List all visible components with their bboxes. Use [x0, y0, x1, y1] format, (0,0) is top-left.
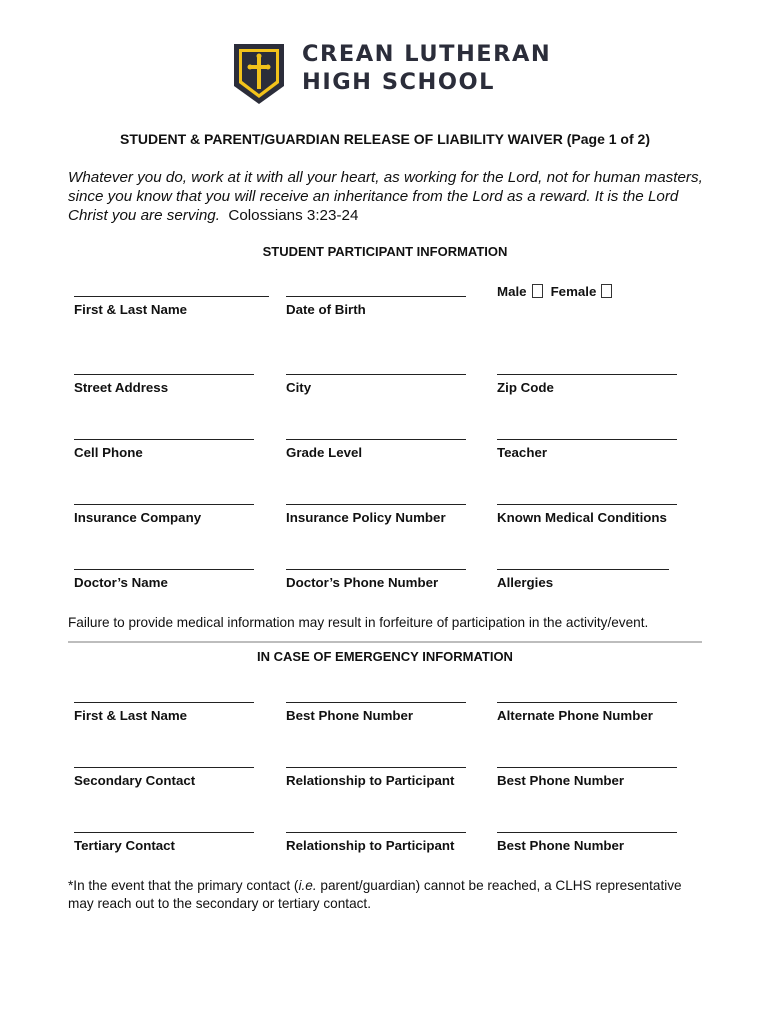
medical-notice: Failure to provide medical information may result in forfeiture of participation in the activity/event. — [68, 615, 649, 630]
male-checkbox[interactable] — [532, 284, 543, 298]
cell-field[interactable] — [74, 439, 254, 440]
doctor-phone-label: Doctor’s Phone Number — [286, 575, 439, 590]
secondary-relationship-field[interactable] — [286, 767, 466, 768]
allergies-field[interactable] — [497, 569, 669, 570]
teacher-field[interactable] — [497, 439, 677, 440]
emergency-footnote — [68, 877, 708, 913]
document-title: STUDENT & PARENT/GUARDIAN RELEASE OF LIABILITY WAIVER (Page 1 of 2) — [120, 131, 650, 147]
emergency-alt-phone-field[interactable] — [497, 702, 677, 703]
gender-choice — [497, 284, 620, 299]
scripture-verse — [68, 168, 708, 225]
shield-cross-icon — [232, 42, 286, 106]
tertiary-phone-field[interactable] — [497, 832, 677, 833]
male-label: Male — [497, 284, 527, 299]
tertiary-contact-label: Tertiary Contact — [74, 838, 175, 853]
school-name-line1: CREAN LUTHERAN — [302, 41, 552, 67]
medical-conditions-label: Known Medical Conditions — [497, 510, 667, 525]
dob-label: Date of Birth — [286, 302, 366, 317]
doctor-name-field[interactable] — [74, 569, 254, 570]
student-name-field[interactable] — [74, 296, 269, 297]
student-name-label: First & Last Name — [74, 302, 188, 317]
verse-citation: Colossians 3:23-24 — [228, 207, 359, 224]
grade-field[interactable] — [286, 439, 466, 440]
emergency-section-heading: IN CASE OF EMERGENCY INFORMATION — [257, 649, 513, 664]
teacher-label: Teacher — [497, 445, 548, 460]
school-name — [302, 40, 551, 96]
insurance-company-field[interactable] — [74, 504, 254, 505]
street-field[interactable] — [74, 374, 254, 375]
insurance-policy-field[interactable] — [286, 504, 466, 505]
emergency-best-phone-label: Best Phone Number — [286, 708, 414, 723]
city-label: City — [286, 380, 312, 395]
student-section-heading: STUDENT PARTICIPANT INFORMATION — [262, 244, 508, 259]
doctor-phone-field[interactable] — [286, 569, 466, 570]
secondary-contact-field[interactable] — [74, 767, 254, 768]
cell-label: Cell Phone — [74, 445, 143, 460]
female-label: Female — [550, 284, 597, 299]
emergency-name-field[interactable] — [74, 702, 254, 703]
secondary-phone-label: Best Phone Number — [497, 773, 625, 788]
medical-conditions-field[interactable] — [497, 504, 677, 505]
tertiary-contact-field[interactable] — [74, 832, 254, 833]
verse-text: Whatever you do, work at it with all your heart, as working for the Lord, not for human masters, since you know that you will receive an inheritance from the Lord as a reward. It is the Lord Christ you are serving. — [68, 169, 703, 224]
footnote-ie: i.e. — [298, 878, 317, 893]
dob-field[interactable] — [286, 296, 466, 297]
secondary-contact-label: Secondary Contact — [74, 773, 196, 788]
insurance-company-label: Insurance Company — [74, 510, 202, 525]
secondary-phone-field[interactable] — [497, 767, 677, 768]
female-checkbox[interactable] — [601, 284, 612, 298]
zip-label: Zip Code — [497, 380, 554, 395]
grade-label: Grade Level — [286, 445, 363, 460]
tertiary-relationship-label: Relationship to Participant — [286, 838, 455, 853]
footnote-part1: *In the event that the primary contact ( — [68, 878, 299, 893]
secondary-relationship-label: Relationship to Participant — [286, 773, 455, 788]
city-field[interactable] — [286, 374, 466, 375]
allergies-label: Allergies — [497, 575, 554, 590]
zip-field[interactable] — [497, 374, 677, 375]
tertiary-relationship-field[interactable] — [286, 832, 466, 833]
tertiary-phone-label: Best Phone Number — [497, 838, 625, 853]
section-divider — [68, 641, 702, 643]
doctor-name-label: Doctor’s Name — [74, 575, 168, 590]
emergency-name-label: First & Last Name — [74, 708, 188, 723]
school-name-line2: HIGH SCHOOL — [302, 69, 495, 95]
emergency-best-phone-field[interactable] — [286, 702, 466, 703]
footnote-part2: parent/guardian) cannot be reached, a CLHS representative may reach out to the secondary or tertiary contact. — [68, 878, 682, 911]
street-label: Street Address — [74, 380, 169, 395]
emergency-alt-phone-label: Alternate Phone Number — [497, 708, 653, 723]
insurance-policy-label: Insurance Policy Number — [286, 510, 446, 525]
